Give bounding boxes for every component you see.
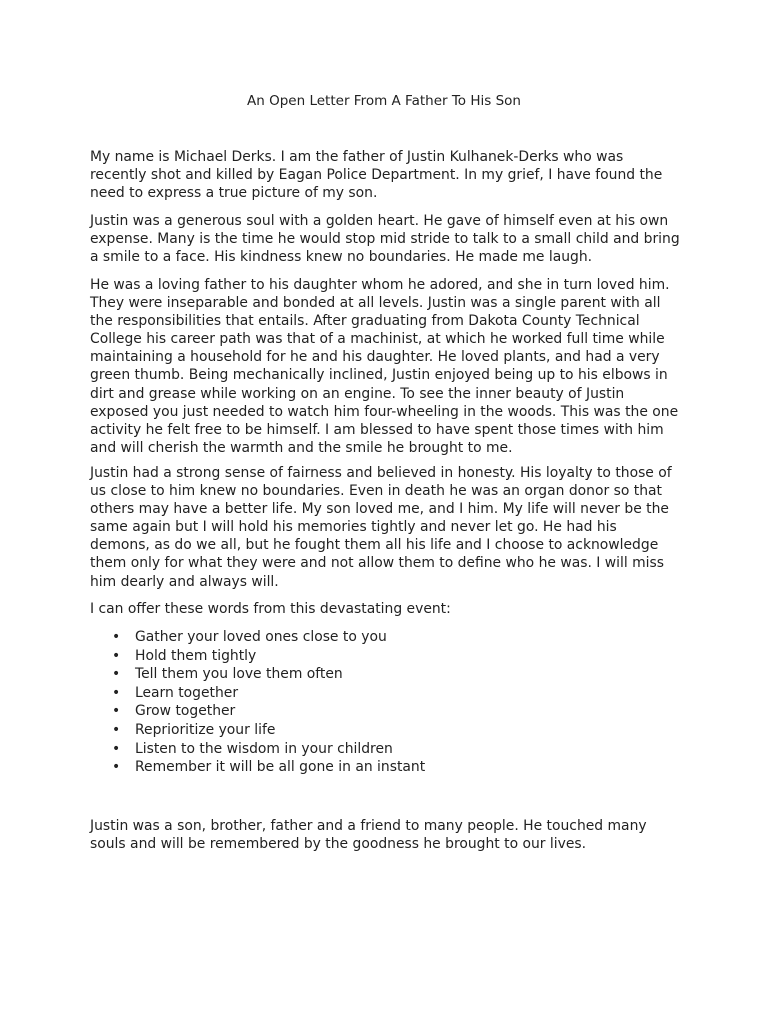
bullet-icon: •	[112, 666, 121, 683]
list-item	[90, 665, 650, 684]
paragraph-loving-father: He was a loving father to his daughter whom he adored, and she in turn loved him. They were inseparable and bonded at all levels. Justin was a single parent with all the responsibilities that entails. After graduating from Dakota County Technical College his career path was that of a machinist, at which he worked full time while maintaining a household for he and his daughter. He loved plants, and had a very green thumb. Being mechanically inclined, Justin enjoyed being up to his elbows in dirt and grease while working on an engine. To see the inner beauty of Justin exposed you just needed to watch him four-wheeling in the woods. This was the one activity he felt free to be himself. I am blessed to have spent those times with him and will cherish the warmth and the smile he brought to me.	[90, 277, 679, 456]
list-item	[90, 740, 650, 759]
list-item-text: Listen to the wisdom in your children	[135, 740, 393, 757]
list-item-text: Reprioritize your life	[135, 721, 276, 738]
paragraph-generous-soul: Justin was a generous soul with a golden heart. He gave of himself even at his own expense. Many is the time he would stop mid stride to talk to a small child and bring a smile to a face. His kindness knew no boundaries. He made me laugh.	[90, 213, 680, 266]
paragraph-fairness-honesty: Justin had a strong sense of fairness and believed in honesty. His loyalty to those of us close to him knew no boundaries. Even in death he was an organ donor so that others may have a better life. My son loved me, and I him. My life will never be the same again but I will hold his memories tightly and never let go. He had his demons, as do we all, but he fought them all his life and I choose to acknowledge them only for what they were and not allow them to define who he was. I will miss him dearly and always will.	[90, 465, 672, 590]
bullet-icon: •	[112, 759, 121, 776]
bullet-icon: •	[112, 647, 121, 664]
list-item-text: Tell them you love them often	[135, 666, 343, 683]
list-item	[90, 684, 650, 703]
bullet-icon: •	[112, 703, 121, 720]
list-item	[90, 628, 650, 647]
list-item	[90, 758, 650, 777]
list-item-text: Hold them tightly	[135, 647, 257, 664]
letter-title: An Open Letter From A Father To His Son	[247, 93, 521, 109]
paragraph-offer-words: I can offer these words from this devastating event:	[90, 601, 451, 617]
advice-list	[90, 628, 650, 777]
bullet-icon: •	[112, 721, 121, 738]
list-item	[90, 647, 650, 666]
list-item	[90, 721, 650, 740]
list-item	[90, 702, 650, 721]
list-item-text: Gather your loved ones close to you	[135, 629, 387, 645]
bullet-icon: •	[112, 740, 121, 757]
list-item-text: Grow together	[135, 703, 236, 720]
list-item-text: Remember it will be all gone in an instant	[135, 759, 426, 776]
bullet-icon: •	[112, 684, 121, 701]
bullet-icon: •	[112, 629, 121, 645]
paragraph-closing: Justin was a son, brother, father and a friend to many people. He touched many souls and will be remembered by the goodness he brought to our lives.	[90, 818, 647, 853]
paragraph-introduction: My name is Michael Derks. I am the father of Justin Kulhanek-Derks who was recently shot and killed by Eagan Police Department. In my grief, I have found the need to express a true picture of my son.	[90, 149, 663, 202]
list-item-text: Learn together	[135, 684, 239, 701]
